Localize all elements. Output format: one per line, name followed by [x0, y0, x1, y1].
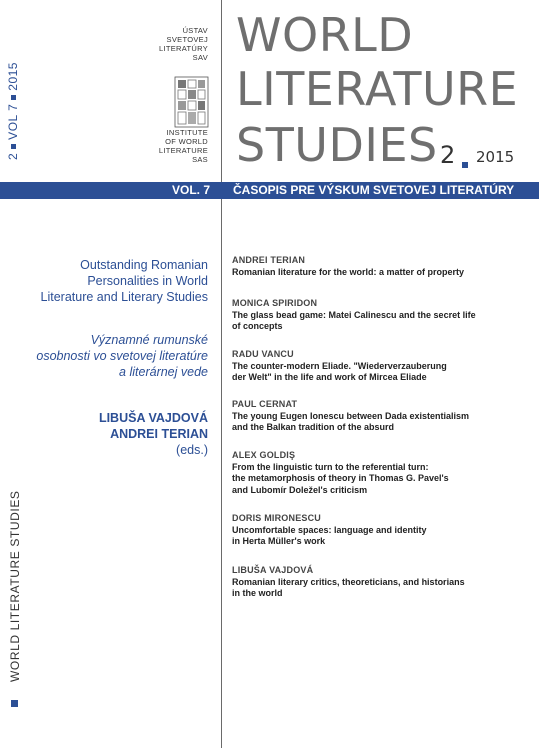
toc-article-title: From the linguistic turn to the referential turn: [232, 461, 429, 472]
band-volume: VOL. 7 [171, 183, 210, 197]
issue-number: 2 [440, 141, 456, 169]
toc-article-title: The glass bead game: Matei Calinescu and the secret life [232, 309, 476, 320]
theme-sk-line: a literárnej vede [119, 365, 208, 379]
institute-en-line: LITERATURE [158, 146, 208, 155]
editor-name: LIBUŠA VAJDOVÁ [98, 411, 208, 425]
toc-author: ANDREI TERIAN [232, 255, 306, 265]
vertical-journal-title-text: WORLD LITERATURE STUDIES [8, 490, 22, 682]
editor-name: ANDREI TERIAN [110, 427, 208, 441]
bullet-square [11, 144, 16, 149]
institute-sk-line: ÚSTAV [182, 26, 208, 35]
toc-article-title: Uncomfortable spaces: language and identity [232, 524, 427, 535]
journal-title-line-1: WORLD [236, 8, 414, 62]
institute-sk-line: SAV [192, 53, 208, 62]
toc-article-title: in the world [232, 588, 283, 598]
institute-logo [153, 76, 209, 128]
toc-entry [232, 513, 532, 548]
institute-name-english [152, 128, 208, 164]
toc-entry [232, 349, 532, 384]
toc-article-title: and Lubomír Doležel's criticism [232, 484, 368, 495]
vertical-year: 2015 [6, 62, 20, 91]
toc-article-title: and the Balkan tradition of the absurd [232, 422, 395, 432]
toc-article-title: Romanian literature for the world: a matter of property [232, 266, 465, 277]
theme-sk-line: Významné rumunské [90, 333, 208, 347]
toc-article-title: Romanian literary critics, theoreticians, and historians [232, 576, 465, 587]
issue-theme-english [30, 257, 208, 305]
bullet-square [11, 700, 18, 707]
theme-en-line: Personalities in World [87, 274, 208, 288]
band-subtitle: ČASOPIS PRE VÝSKUM SVETOVEJ LITERATÚRY [233, 183, 515, 197]
toc-article-title: in Herta Müller's work [232, 536, 326, 546]
toc-author: DORIS MIRONESCU [232, 513, 322, 523]
toc-article-title: The young Eugen Ionescu between Dada existentialism [232, 410, 470, 421]
institute-name-slovak [152, 26, 208, 62]
toc-article-title: the metamorphosis of theory in Thomas G. Pavel's [232, 473, 449, 483]
issue-theme-slovak [30, 332, 208, 380]
issue-bullet [462, 162, 468, 168]
vertical-issue-number: 2 [6, 152, 20, 160]
institute-en-line: INSTITUTE [166, 128, 208, 137]
theme-en-line: Literature and Literary Studies [40, 290, 208, 304]
toc-entry [232, 399, 532, 434]
toc-author: PAUL CERNAT [232, 399, 298, 409]
vertical-journal-title [4, 490, 24, 710]
toc-entry [232, 565, 532, 600]
vertical-divider [221, 0, 222, 748]
toc-article-title: The counter-modern Eliade. "Wiederverzauberung [232, 360, 447, 371]
toc-entry [232, 298, 532, 333]
institute-sk-line: SVETOVEJ [166, 35, 208, 44]
editors-label: (eds.) [176, 443, 208, 457]
toc-entry [232, 450, 532, 496]
bullet-square [11, 95, 16, 100]
toc-entry [232, 255, 532, 278]
issue-editors [30, 410, 208, 458]
toc-author: LIBUŠA VAJDOVÁ [232, 565, 314, 575]
toc-author: MONICA SPIRIDON [232, 298, 318, 308]
vertical-volume: VOL 7 [6, 103, 20, 140]
toc-article-title: of concepts [232, 321, 283, 331]
institute-sk-line: LITERATÚRY [159, 44, 208, 53]
issue-year: 2015 [476, 148, 515, 166]
institute-en-line: SAS [192, 155, 208, 164]
theme-en-line: Outstanding Romanian [80, 258, 208, 272]
toc-author: ALEX GOLDIŞ [232, 450, 296, 460]
journal-title-line-2: LITERATURE [236, 62, 519, 116]
toc-author: RADU VANCU [232, 349, 294, 359]
institute-en-line: OF WORLD [165, 137, 208, 146]
toc-article-title: der Welt" in the life and work of Mircea Eliade [232, 372, 427, 382]
theme-sk-line: osobnosti vo svetovej literatúre [36, 349, 208, 363]
vertical-issue-label [4, 40, 28, 180]
journal-title-line-3: STUDIES [236, 118, 438, 172]
